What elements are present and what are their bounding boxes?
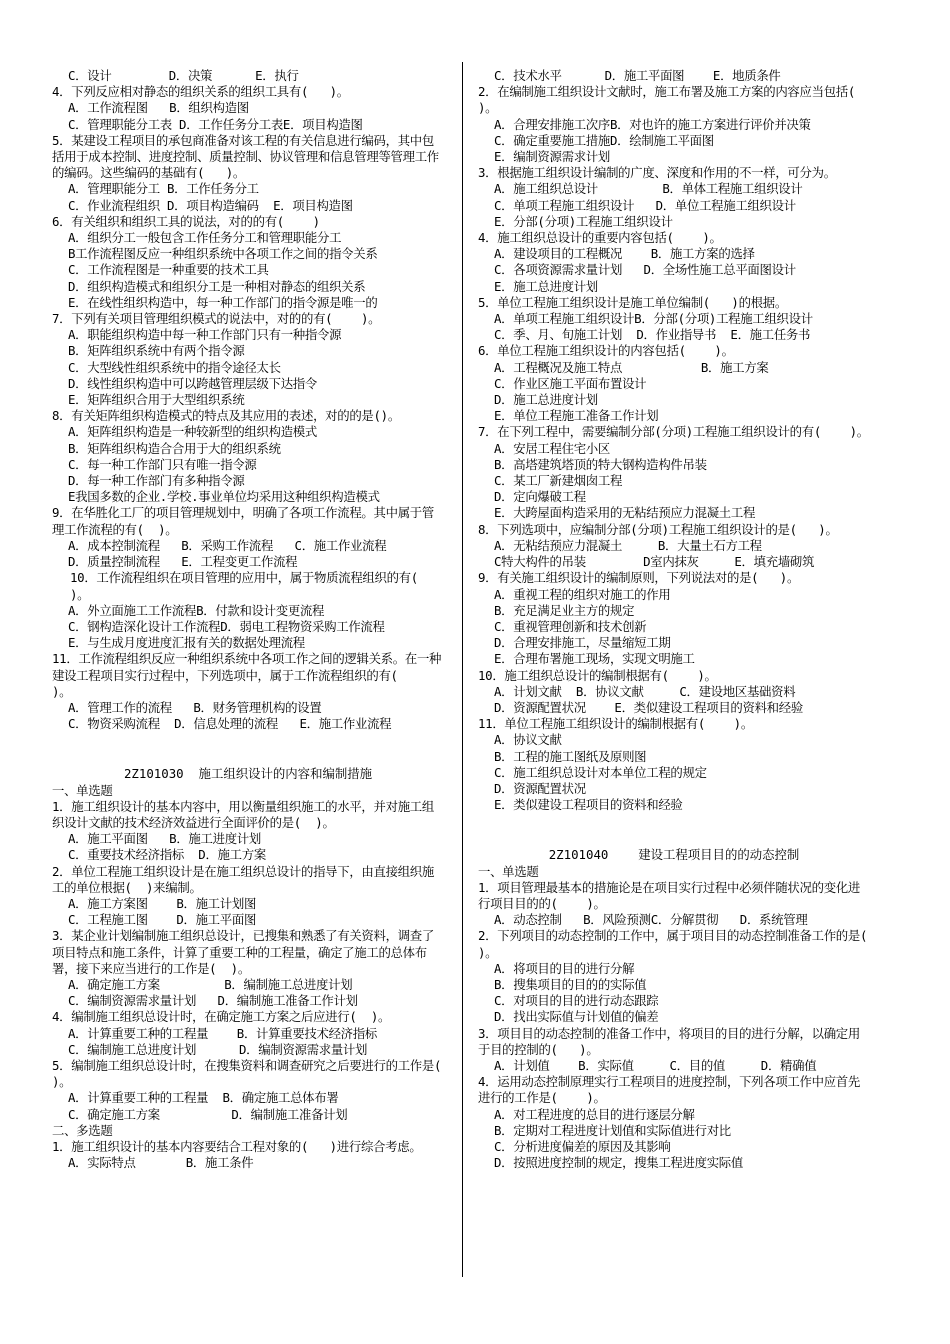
answer-option: C．工作流程图是一种重要的技术工具 <box>68 262 269 278</box>
question-stem: 1．项目管理最基本的措施论是在项目实行过程中必须伴随状况的变化进行项目目的的( )。 <box>478 879 860 911</box>
question-stem: 10．施工组织总设计的编制根据有( )。 <box>478 667 717 683</box>
answer-option: C．某工厂新建烟囱工程 <box>494 473 623 489</box>
question-stem: 11．单位工程施工组织设计的编制根据有( )。 <box>478 716 753 732</box>
answer-option: A．安居工程住宅小区 <box>494 440 610 456</box>
question-stem: 一、单选题 <box>478 863 539 879</box>
question-stem: 4．运用动态控制原理实行工程项目的进度控制，下列各项工作中应首先进行的工作是( )。 <box>478 1074 860 1106</box>
answer-option: A．无粘结预应力混凝土 B．大量土石方工程 <box>494 537 762 553</box>
answer-option: D．资源配置状况 <box>494 780 586 796</box>
question-stem: 6．有关组织和组织工具的说法，对的的有( ) <box>52 213 320 229</box>
question-stem: 5．单位工程施工组织设计是施工单位编制( )的根据。 <box>478 294 787 310</box>
question-stem: 二、多选题 <box>52 1122 113 1138</box>
answer-option: C．工程施工图 D．施工平面图 <box>68 912 257 928</box>
question-stem: 1．施工组织设计的基本内容中，用以衡量组织施工的水平，并对施工组织设计文献的技术经济效益进行全面评价的是( )。 <box>52 798 434 830</box>
answer-option: C．每一种工作部门只有唯一指令源 <box>68 456 257 472</box>
answer-option: C．对项目的目的进行动态跟踪 <box>494 993 659 1009</box>
question-stem: 11．工作流程组织反应一种组织系统中各项工作之间的逻辑关系。在一种建设工程项目实行过程中，下列选项中，属于工作流程组织的有( )。 <box>52 651 442 699</box>
question-stem: 4．编制施工组织总设计时，在确定施工方案之后应进行( )。 <box>52 1009 391 1025</box>
answer-option: C．重视管理创新和技术创新 <box>494 618 647 634</box>
answer-option: A．外立面施工工作流程B．付款和设计变更流程 <box>68 602 325 618</box>
answer-option: A．合理安排施工次序B．对也许的施工方案进行评价并决策 <box>494 116 811 132</box>
answer-option: A．工程概况及施工特点 B．施工方案 <box>494 359 769 375</box>
answer-option: B．搜集项目的目的的实际值 <box>494 976 647 992</box>
answer-option: C．确定重要施工措施D．绘制施工平面图 <box>494 132 714 148</box>
answer-option: D．合理安排施工，尽量缩短工期 <box>494 635 671 651</box>
answer-option: C．各项资源需求量计划 D．全场性施工总平面图设计 <box>494 262 796 278</box>
answer-option: D．每一种工作部门有多种指令源 <box>68 473 245 489</box>
answer-option: B．工程的施工图纸及原则图 <box>494 748 647 764</box>
answer-option: A．将项目的目的进行分解 <box>494 960 635 976</box>
answer-option: C特大构件的吊装 D室内抹灰 E．填充墙砌筑 <box>494 554 815 570</box>
answer-option: C．重要技术经济指标 D．施工方案 <box>68 847 266 863</box>
answer-option: B．充足满足业主方的规定 <box>494 602 635 618</box>
column-divider <box>462 62 463 1277</box>
answer-option: C．物资采购流程 D．信息处理的流程 E．施工作业流程 <box>68 716 392 732</box>
answer-option: C．季、月、旬施工计划 D．作业指导书 E．施工任务书 <box>494 327 811 343</box>
answer-option: C．大型线性组织系统中的指令途径太长 <box>68 359 281 375</box>
answer-option: A．对工程进度的总目的进行逐层分解 <box>494 1106 695 1122</box>
answer-option: A．协议文献 <box>494 732 562 748</box>
answer-option: D．资源配置状况 E．类似建设工程项目的资料和经验 <box>494 699 803 715</box>
section-2z101040-questions <box>478 863 896 1172</box>
question-stem: 一、单选题 <box>52 782 113 798</box>
answer-option: A．施工组织总设计 B．单体工程施工组织设计 <box>494 181 803 197</box>
question-stem: 3．项目目的动态控制的准备工作中，将项目的目的进行分解，以确定用于目的控制的( )。 <box>478 1025 860 1057</box>
answer-option: B．定期对工程进度计划值和实际值进行对比 <box>494 1122 731 1138</box>
answer-option: C．管理职能分工表 D．工作任务分工表E．项目构造图 <box>68 116 363 132</box>
answer-option: C．施工组织总设计对本单位工程的规定 <box>494 764 707 780</box>
answer-option: A．单项工程施工组织设计B．分部(分项)工程施工组织设计 <box>494 311 813 327</box>
answer-option: A．组织分工一般包含工作任务分工和管理职能分工 <box>68 230 342 246</box>
answer-option: E．矩阵组织合用于大型组织系统 <box>68 392 245 408</box>
question-stem: 9．有关施工组织设计的编制原则，下列说法对的是( )。 <box>478 570 800 586</box>
answer-option: A．职能组织构造中每一种工作部门只有一种指令源 <box>68 327 342 343</box>
answer-option: C．设计 D．决策 E．执行 <box>68 68 299 83</box>
answer-option: B．高塔建筑塔顶的特大钢构造构件吊装 <box>494 456 707 472</box>
answer-option: E．合理布署施工现场，实现文明施工 <box>494 651 695 667</box>
question-stem: 3．根据施工组织设计编制的广度、深度和作用的不一样，可分为。 <box>478 165 836 181</box>
answer-option: A．成本控制流程 B．采购工作流程 C．施工作业流程 <box>68 537 387 553</box>
answer-option: C．编制施工总进度计划 D．编制资源需求量计划 <box>68 1041 368 1057</box>
question-stem: 5．某建设工程项目的承包商准备对该工程的有关信息进行编码，其中包括用于成本控制、进度控制、质量控制、协议管理和信息管理等管理工作的编码。这些编码的基础有( )。 <box>52 132 439 181</box>
answer-option: E．编制资源需求计划 <box>494 149 610 165</box>
question-stem: 2．在编制施工组织设计文献时，施工布署及施工方案的内容应当包括( )。 <box>478 84 877 116</box>
answer-option: C．确定施工方案 D．编制施工准备计划 <box>68 1106 348 1122</box>
answer-option: D．施工总进度计划 <box>494 392 598 408</box>
answer-option: C．分析进度偏差的原因及其影响 <box>494 1139 671 1154</box>
question-stem: 4．施工组织总设计的重要内容包括( )。 <box>478 230 722 246</box>
section-2z101030-multi-questions <box>478 68 877 813</box>
question-stem: 7．下列有关项目管理组织模式的说法中，对的的有( )。 <box>52 311 381 327</box>
answer-option: C．钢构造深化设计工作流程D．弱电工程物资采购工作流程 <box>68 618 385 634</box>
answer-option: A．矩阵组织构造是一种较新型的组织构造模式 <box>68 424 317 440</box>
answer-option: B工作流程图反应一种组织系统中各项工作之间的指令关系 <box>68 246 378 262</box>
answer-option: C．单项工程施工组织设计 D．单位工程施工组织设计 <box>494 197 796 213</box>
section-heading-2z101030: 2Z101030 施工组织设计的内容和编制措施 <box>123 766 373 782</box>
answer-option: B．矩阵组织系统中有两个指令源 <box>68 343 245 359</box>
answer-option: C．作业区施工平面布置设计 <box>494 375 647 391</box>
answer-option: A．工作流程图 B．组织构造图 <box>68 100 249 116</box>
question-stem: 8．有关矩阵组织构造模式的特点及其应用的表述，对的的是()。 <box>52 408 400 424</box>
answer-option: A．实际特点 B．施工条件 <box>68 1155 254 1171</box>
answer-option: E．施工总进度计划 <box>494 278 598 294</box>
answer-option: A．施工平面图 B．施工进度计划 <box>68 831 261 847</box>
question-stem: 6．单位工程施工组织设计的内容包括( )。 <box>478 343 734 359</box>
question-stem: 5．编制施工组织总设计时，在搜集资料和调查研究之后要进行的工作是( )。 <box>52 1057 456 1090</box>
section-2z101030-questions <box>52 782 456 1172</box>
answer-option: E．单位工程施工准备工作计划 <box>494 408 659 424</box>
answer-option: C．编制资源需求量计划 D．编制施工准备工作计划 <box>68 993 358 1009</box>
answer-option: D．质量控制流程 E．工程变更工作流程 <box>68 554 298 570</box>
answer-option: A．重视工程的组织对施工的作用 <box>494 586 671 602</box>
question-stem: 1．施工组织设计的基本内容要结合工程对象的( )进行综合考虑。 <box>52 1139 422 1154</box>
answer-option: E．分部(分项)工程施工组织设计 <box>494 213 673 229</box>
answer-option: D．按照进度控制的规定，搜集工程进度实际值 <box>494 1155 743 1171</box>
section-heading-2z101040: 2Z101040 建设工程项目目的的动态控制 <box>548 847 800 863</box>
answer-option: A．计算重要工种的工程量 B．计算重要技术经济指标 <box>68 1025 377 1041</box>
answer-option: A．施工方案图 B．施工计划图 <box>68 895 257 911</box>
answer-option: D．线性组织构造中可以跨越管理层级下达指令 <box>68 375 317 391</box>
answer-option: E我国多数的企业.学校.事业单位均采用这种组织构造模式 <box>68 489 380 505</box>
answer-option: E．大跨屋面构造采用的无粘结预应力混凝土工程 <box>494 505 756 521</box>
answer-option: E．与生成月度进度汇报有关的数据处理流程 <box>68 635 305 651</box>
answer-option: C．技术水平 D．施工平面图 E．地质条件 <box>494 68 781 83</box>
left-column <box>52 68 456 1171</box>
answer-option: E．在线性组织构造中，每一种工作部门的指令源是唯一的 <box>68 294 378 310</box>
answer-option: D．组织构造模式和组织分工是一种相对静态的组织关系 <box>68 278 366 294</box>
answer-option: A．管理工作的流程 B．财务管理机构的设置 <box>68 699 322 715</box>
answer-option: B．矩阵组织构造合合用于大的组织系统 <box>68 440 281 456</box>
question-stem: 9．在华胜化工厂的项目管理规划中，明确了各项工作流程。其中属于管理工作流程的有( )。 <box>52 505 434 537</box>
question-stem: 4．下列反应相对静态的组织关系的组织工具有( )。 <box>52 84 349 100</box>
question-stem: 7．在下列工程中，需要编制分部(分项)工程施工组织设计的有( )。 <box>478 424 869 440</box>
answer-option: D．定向爆破工程 <box>494 489 586 505</box>
answer-option: A．动态控制 B．风险预测C．分解贯彻 D．系统管理 <box>494 912 808 928</box>
answer-option: D．找出实际值与计划值的偏差 <box>494 1009 659 1025</box>
question-stem: 2．下列项目的动态控制的工作中，属于项目目的动态控制准备工作的是( )。 <box>478 928 896 960</box>
answer-option: A．计算重要工种的工程量 B．确定施工总体布署 <box>68 1090 339 1106</box>
question-stem: 3．某企业计划编制施工组织总设计，已搜集和熟悉了有关资料，调查了项目特点和施工条件，计算了重要工种的工程量，确定了施工的总体布署，接下来应当进行的工作是( )。 <box>52 928 434 976</box>
question-stem: 2．单位工程施工组织设计是在施工组织总设计的指导下，由直接组织施工的单位根据( )来编制。 <box>52 863 434 895</box>
answer-option: 10．工作流程组织在项目管理的应用中，属于物质流程组织的有( )。 <box>70 570 447 602</box>
answer-option: A．管理职能分工 B．工作任务分工 <box>68 181 259 197</box>
answer-option: A．计划文献 B．协议文献 C．建设地区基础资料 <box>494 683 796 699</box>
answer-option: A．建设项目的工程概况 B．施工方案的选择 <box>494 246 755 262</box>
answer-option: A．确定施工方案 B．编制施工总进度计划 <box>68 976 353 992</box>
question-stem: 8．下列选项中，应编制分部(分项)工程施工组织设计的是( )。 <box>478 521 838 537</box>
right-column <box>478 68 896 1171</box>
answer-option: E．类似建设工程项目的资料和经验 <box>494 797 683 813</box>
answer-option: A．计划值 B．实际值 C．目的值 D．精确值 <box>494 1057 817 1073</box>
answer-option: C．作业流程组织 D．项目构造编码 E．项目构造图 <box>68 197 353 213</box>
section-org-tools-questions <box>52 68 447 732</box>
